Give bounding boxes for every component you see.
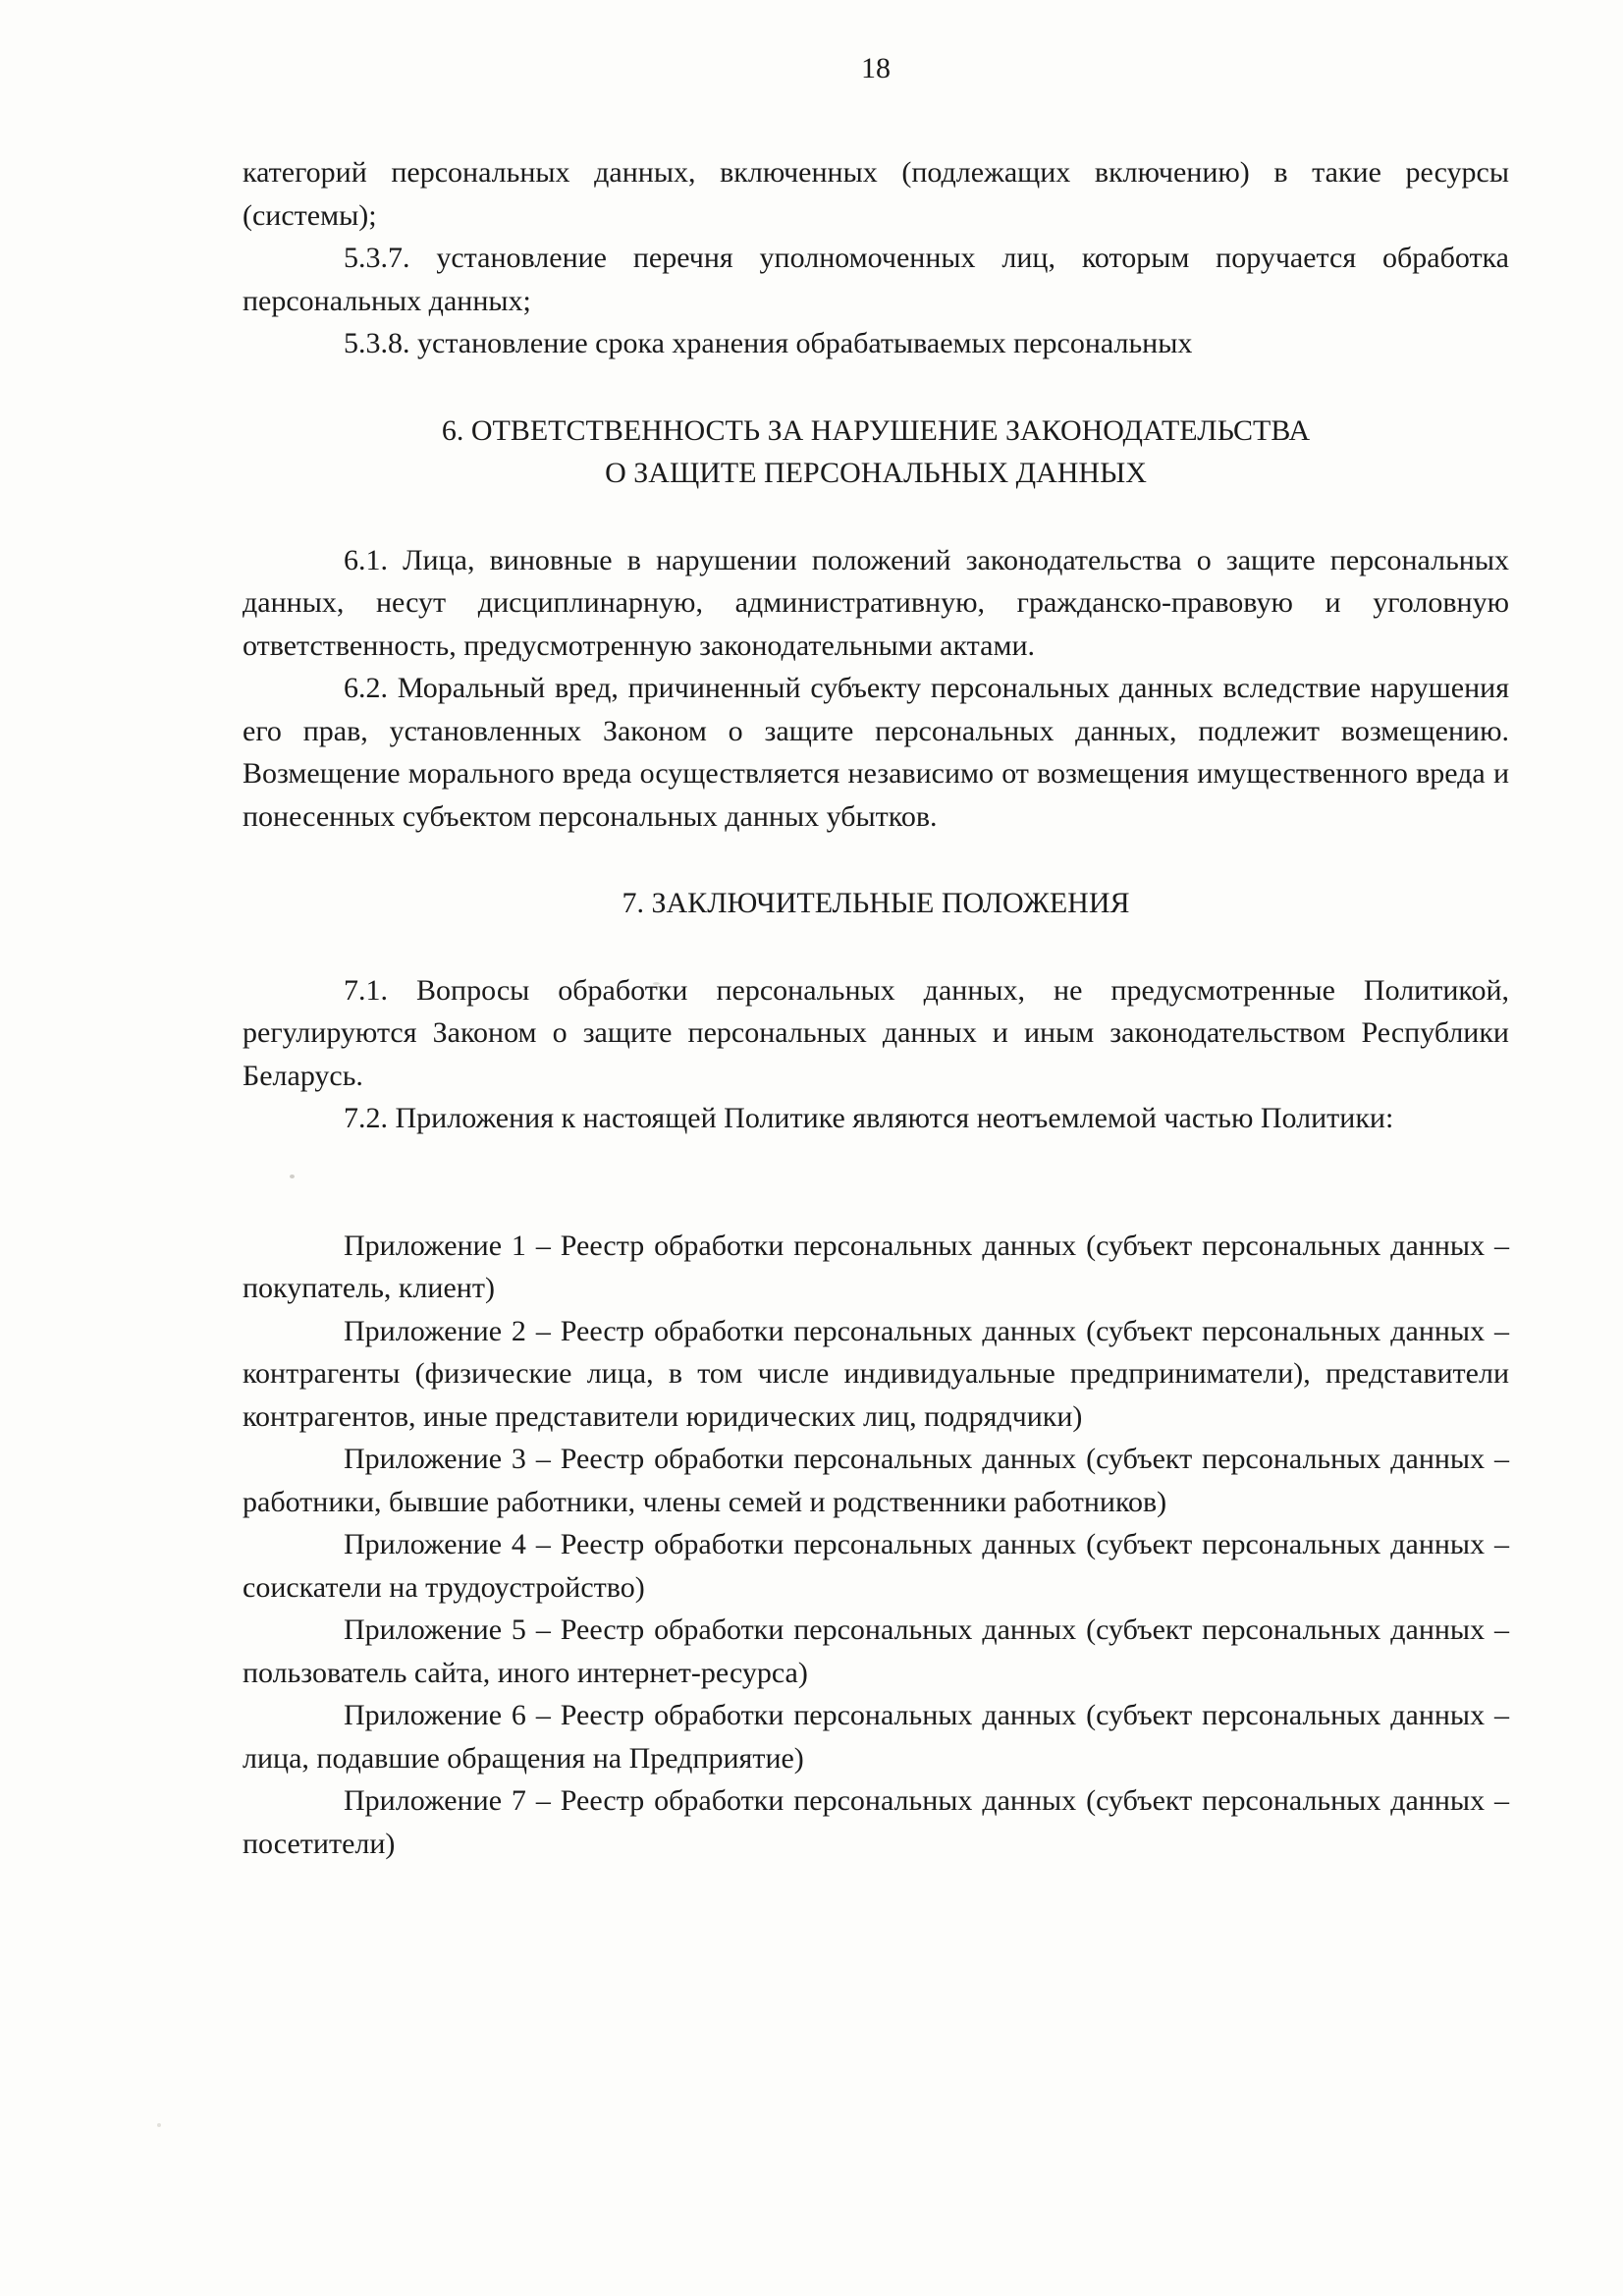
continuation-paragraph: категорий персональных данных, включенных (подлежащих включению) в такие ресурсы (системы); bbox=[243, 156, 1509, 232]
section-6-heading bbox=[243, 410, 1509, 495]
appendix-6: Приложение 6 – Реестр обработки персональных данных (субъект персональных данных – лица, подавшие обращения на Предприятие) bbox=[243, 1699, 1509, 1775]
scan-speck bbox=[653, 982, 660, 985]
appendix-1: Приложение 1 – Реестр обработки персональных данных (субъект персональных данных – покупатель, клиент) bbox=[243, 1229, 1509, 1304]
clause-7-2: 7.2. Приложения к настоящей Политике являются неотъемлемой частью Политики: bbox=[344, 1102, 1394, 1134]
document-content bbox=[243, 151, 1509, 1865]
scan-speck bbox=[290, 1175, 295, 1178]
clause-6-1: 6.1. Лица, виновные в нарушении положений законодательства о защите персональных данных, несут дисциплинарную, административную, гражданско-правовую и уголовную ответственность, предусмотренную законодательными актами. bbox=[243, 543, 1509, 662]
heading-line: 6. ОТВЕТСТВЕННОСТЬ ЗА НАРУШЕНИЕ ЗАКОНОДАТЕЛЬСТВА bbox=[441, 413, 1311, 447]
clause-6-2: 6.2. Моральный вред, причиненный субъекту персональных данных вследствие нарушения его прав, установленных Законом о защите персональных данных, подлежит возмещению. Возмещение морального вреда осуществляется независимо от возмещения имущественного вреда и понесенных субъектом персональных данных убытков. bbox=[243, 672, 1509, 833]
page-number: 18 bbox=[861, 52, 891, 84]
appendix-5: Приложение 5 – Реестр обработки персональных данных (субъект персональных данных – пользователь сайта, иного интернет-ресурса) bbox=[243, 1613, 1509, 1689]
section-7-heading bbox=[243, 882, 1509, 925]
appendix-7: Приложение 7 – Реестр обработки персональных данных (субъект персональных данных – посетители) bbox=[243, 1784, 1509, 1860]
clause-5-3-8: 5.3.8. установление срока хранения обрабатываемых персональных bbox=[344, 327, 1193, 359]
scan-speck bbox=[157, 2123, 161, 2127]
heading-line: О ЗАЩИТЕ ПЕРСОНАЛЬНЫХ ДАННЫХ bbox=[605, 457, 1147, 489]
appendix-2: Приложение 2 – Реестр обработки персональных данных (субъект персональных данных – контрагенты (физические лица, в том числе индивидуальные предприниматели), представители контрагентов, иные представители юридических лиц, подрядчики) bbox=[243, 1314, 1509, 1433]
appendix-4: Приложение 4 – Реестр обработки персональных данных (субъект персональных данных – соискатели на трудоустройство) bbox=[243, 1528, 1509, 1604]
heading-line: 7. ЗАКЛЮЧИТЕЛЬНЫЕ ПОЛОЖЕНИЯ bbox=[622, 887, 1130, 919]
appendix-3: Приложение 3 – Реестр обработки персональных данных (субъект персональных данных – работники, бывшие работники, члены семей и родственники работников) bbox=[243, 1443, 1509, 1518]
clause-5-3-7: 5.3.7. установление перечня уполномоченных лиц, которым поручается обработка персональных данных; bbox=[243, 242, 1509, 317]
clause-7-1: 7.1. Вопросы обработки персональных данных, не предусмотренные Политикой, регулируются Законом о защите персональных данных и иным законодательством Республики Беларусь. bbox=[243, 973, 1509, 1092]
